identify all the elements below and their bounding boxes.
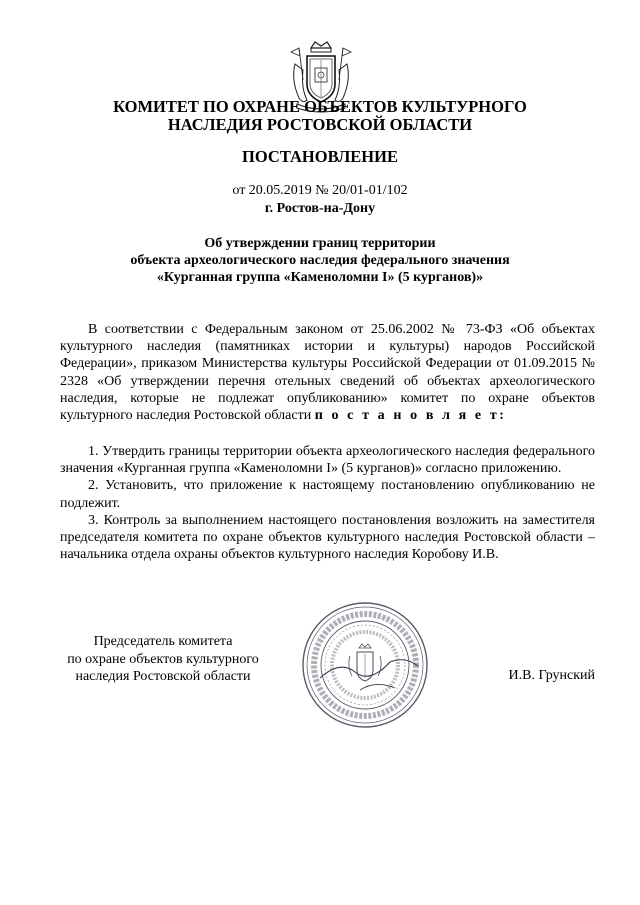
document-subject xyxy=(40,235,600,286)
signatory-name: И.В. Грунский xyxy=(508,668,595,683)
preamble-paragraph xyxy=(60,321,595,424)
official-seal-icon xyxy=(300,600,430,730)
org-line-2: НАСЛЕДИЯ РОСТОВСКОЙ ОБЛАСТИ xyxy=(167,115,473,134)
subject-line-1: Об утверждении границ территории xyxy=(204,236,436,251)
decree-item-1: 1. Утвердить границы территории объекта археологического наследия федерального значения «Курганная группа «Каменоломни I» (5 курганов)» согласно приложению. xyxy=(60,444,595,477)
position-line-3: наследия Ростовской области xyxy=(75,669,251,684)
decree-item-2: 2. Установить, что приложение к настоящему постановлению опубликованию не подлежит. xyxy=(60,478,595,511)
decree-item-3: 3. Контроль за выполнением настоящего постановления возложить на заместителя председателя комитета по охране объектов культурного наследия Ростовской области – начальника отдела охраны объектов культурного наследия Коробову И.В. xyxy=(60,512,595,563)
date-and-number: от 20.05.2019 № 20/01-01/102 xyxy=(232,183,408,198)
preamble-text: В соответствии с Федеральным законом от 25.06.2002 № 73-ФЗ «Об объектах культурного наследия (памятниках истории и культуры) народов Российской Федерации», приказом Министерства культуры Российской Федерации от 01.09.2015 № 2328 «Об утверждении перечня отельных сведений об объектах археологического наследия, которые не подлежат опубликованию» комитет по охране объектов культурного наследия Ростовской области xyxy=(60,322,595,424)
decree-word: п о с т а н о в л я е т: xyxy=(314,408,507,424)
decree-items xyxy=(60,443,595,563)
signatory-position xyxy=(58,633,268,686)
subject-line-3: «Курганная группа «Каменоломни I» (5 курганов)» xyxy=(156,270,484,285)
position-line-1: Председатель комитета xyxy=(93,634,233,649)
position-line-2: по охране объектов культурного xyxy=(67,651,259,667)
document-type: ПОСТАНОВЛЕНИЕ xyxy=(242,147,398,166)
org-line-1: КОМИТЕТ ПО ОХРАНЕ ОБЪЕКТОВ КУЛЬТУРНОГО xyxy=(113,97,527,116)
city: г. Ростов-на-Дону xyxy=(264,201,376,216)
subject-line-2: объекта археологического наследия федерального значения xyxy=(130,253,510,268)
organization-name xyxy=(40,98,600,134)
